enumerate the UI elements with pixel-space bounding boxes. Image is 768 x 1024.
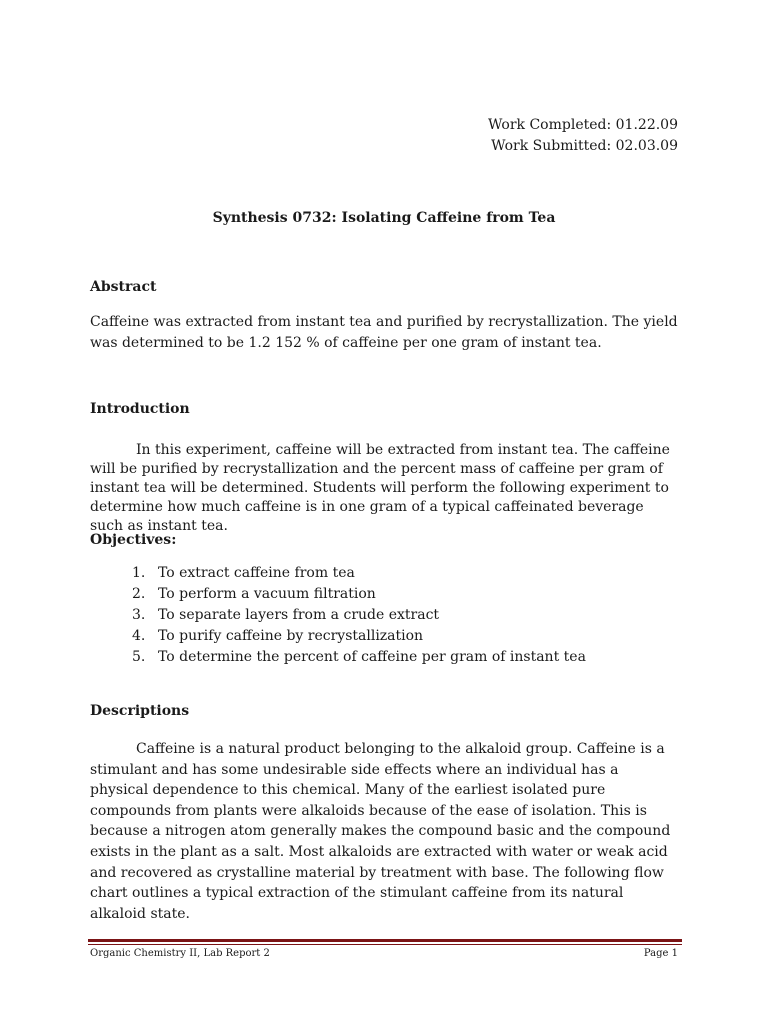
list-number: 3. xyxy=(132,607,146,623)
objectives-list xyxy=(90,563,586,668)
descriptions-heading: Descriptions xyxy=(90,703,190,719)
introduction-text: In this experiment, caffeine will be extracted from instant tea. The caffeine will be purified by recrystallization and the percent mass of caffeine per gram of instant tea will be determined. Students will perform the following experiment to determine how much caffeine is in one gram of a typical caffeinated beverage such as instant tea. xyxy=(90,442,670,534)
list-number: 4. xyxy=(132,628,146,644)
work-completed: Work Completed: 01.22.09 xyxy=(487,117,678,133)
list-item xyxy=(90,563,586,584)
list-text: To extract caffeine from tea xyxy=(158,565,355,581)
list-number: 1. xyxy=(132,565,146,581)
list-item xyxy=(90,647,586,668)
footer-course: Organic Chemistry II, Lab Report 2 xyxy=(90,948,270,959)
objectives-heading: Objectives: xyxy=(90,532,177,548)
list-item xyxy=(90,626,586,647)
footer-page-number: Page 1 xyxy=(643,948,678,959)
list-text: To determine the percent of caffeine per gram of instant tea xyxy=(158,649,586,665)
date-block xyxy=(488,115,678,157)
abstract-text: Caffeine was extracted from instant tea and purified by recrystallization. The yield was determined to be 1.2 152 % of caffeine per one gram of instant tea. xyxy=(90,314,678,351)
list-item xyxy=(90,605,586,626)
work-submitted: Work Submitted: 02.03.09 xyxy=(491,138,678,154)
footer-rule-thick xyxy=(88,939,682,942)
introduction-heading: Introduction xyxy=(90,401,190,417)
footer-rule-thin xyxy=(88,944,682,945)
list-number: 5. xyxy=(132,649,146,665)
list-text: To perform a vacuum filtration xyxy=(158,586,376,602)
report-title: Synthesis 0732: Isolating Caffeine from Tea xyxy=(212,210,556,226)
list-text: To separate layers from a crude extract xyxy=(158,607,440,623)
abstract-heading: Abstract xyxy=(90,279,157,295)
list-item xyxy=(90,584,586,605)
descriptions-text: Caffeine is a natural product belonging to the alkaloid group. Caffeine is a stimulant and has some undesirable side effects where an individual has a physical dependence to this chemical. Many of the earliest isolated pure compounds from plants were alkaloids because of the ease of isolation. This is because a nitrogen atom generally makes the compound basic and the compound exists in the plant as a salt. Most alkaloids are extracted with water or weak acid and recovered as crystalline material by treatment with base. The following flow chart outlines a typical extraction of the stimulant caffeine from its natural alkaloid state. xyxy=(90,741,671,922)
list-text: To purify caffeine by recrystallization xyxy=(158,628,424,644)
list-number: 2. xyxy=(132,586,146,602)
